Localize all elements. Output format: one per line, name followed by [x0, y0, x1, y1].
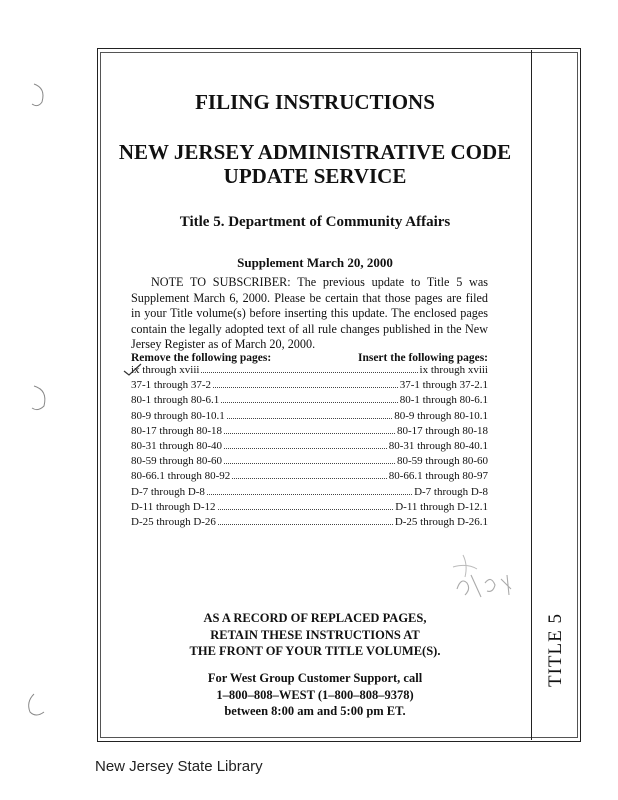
remove-pages: 37-1 through 37-2	[131, 379, 212, 392]
insert-header: Insert the following pages:	[357, 352, 488, 364]
code-heading-line2: UPDATE SERVICE	[223, 164, 407, 188]
record-line-1: AS A RECORD OF REPLACED PAGES,	[203, 611, 427, 625]
punch-hole-icon	[28, 80, 52, 110]
side-tab-divider	[531, 50, 532, 740]
remove-pages: ix through xviii	[131, 364, 200, 376]
table-row	[131, 440, 488, 455]
checkmark-icon	[122, 362, 144, 378]
table-row	[131, 410, 488, 425]
remove-pages: 80-17 through 80-18	[131, 424, 223, 437]
code-heading	[100, 140, 530, 188]
remove-pages: D-7 through D-8	[131, 485, 205, 498]
table-row	[131, 455, 488, 470]
punch-hole-icon	[24, 690, 52, 722]
insert-pages: D-7 through D-8	[414, 485, 488, 498]
subscriber-note: NOTE TO SUBSCRIBER: The previous update to Title 5 was Supplement March 6, 2000. Please be certain that those pages are filed in your Title volume(s) before inserting this update. The enclosed pages contain the legally adopted text of all rule changes published in the New Jersey Register as of March 20, 2000.	[131, 275, 488, 351]
table-row	[131, 501, 488, 516]
dot-leader	[221, 394, 397, 403]
pages-table	[131, 364, 488, 531]
dot-leader	[224, 455, 395, 464]
library-footer: New Jersey State Library	[95, 758, 263, 775]
table-row	[131, 516, 488, 531]
table-row	[131, 364, 488, 379]
punch-hole-icon	[26, 382, 54, 414]
pages-table-header	[131, 352, 488, 364]
support-line-3: between 8:00 am and 5:00 pm ET.	[224, 704, 406, 718]
dot-leader	[213, 379, 398, 388]
remove-pages: 80-1 through 80-6.1	[131, 394, 220, 407]
remove-pages: 80-59 through 80-60	[131, 455, 223, 468]
record-line-2: RETAIN THESE INSTRUCTIONS AT	[210, 627, 420, 642]
table-row	[131, 394, 488, 409]
remove-pages: 80-31 through 80-40	[131, 439, 223, 452]
supplement-date: Supplement March 20, 2000	[237, 255, 393, 270]
insert-pages: D-25 through D-26.1	[394, 515, 488, 528]
dot-leader	[207, 486, 412, 495]
record-line-3: THE FRONT OF YOUR TITLE VOLUME(S).	[189, 644, 441, 658]
insert-pages: 80-1 through 80-6.1	[399, 394, 488, 407]
dot-leader	[224, 425, 395, 434]
table-row	[131, 470, 488, 485]
side-tab-label: TITLE 5	[545, 612, 567, 688]
insert-pages: 80-9 through 80-10.1	[394, 409, 488, 422]
remove-pages: 80-66.1 through 80-92	[131, 470, 231, 483]
side-tab	[536, 600, 576, 700]
dot-leader	[232, 470, 386, 479]
remove-pages: D-11 through D-12	[131, 500, 216, 513]
dot-leader	[224, 440, 387, 449]
remove-pages: D-25 through D-26	[131, 515, 216, 528]
remove-pages: 80-9 through 80-10.1	[131, 409, 225, 422]
insert-pages: 80-17 through 80-18	[396, 424, 488, 437]
table-row	[131, 379, 488, 394]
dot-leader	[218, 516, 393, 525]
insert-pages: 80-66.1 through 80-97	[388, 470, 488, 483]
support-line-2: 1–800–808–WEST (1–800–808–9378)	[216, 687, 414, 702]
insert-pages: D-11 through D-12.1	[395, 500, 488, 513]
insert-pages: 80-31 through 80-40.1	[388, 439, 488, 452]
insert-pages: 80-59 through 80-60	[396, 455, 488, 468]
page-title: FILING INSTRUCTIONS	[195, 90, 435, 114]
support-line-1: For West Group Customer Support, call	[207, 671, 423, 685]
table-row	[131, 425, 488, 440]
insert-pages: ix through xviii	[419, 364, 488, 376]
table-row	[131, 486, 488, 501]
remove-header: Remove the following pages:	[131, 352, 272, 364]
code-heading-line1: NEW JERSEY ADMINISTRATIVE CODE	[118, 140, 512, 164]
support-info	[100, 670, 530, 720]
dot-leader	[227, 410, 392, 419]
insert-pages: 37-1 through 37-2.1	[399, 379, 488, 392]
dot-leader	[218, 501, 394, 510]
title-line: Title 5. Department of Community Affairs	[179, 214, 451, 230]
record-instructions	[100, 610, 530, 660]
dot-leader	[201, 364, 417, 373]
handwritten-initials-icon	[445, 545, 525, 605]
